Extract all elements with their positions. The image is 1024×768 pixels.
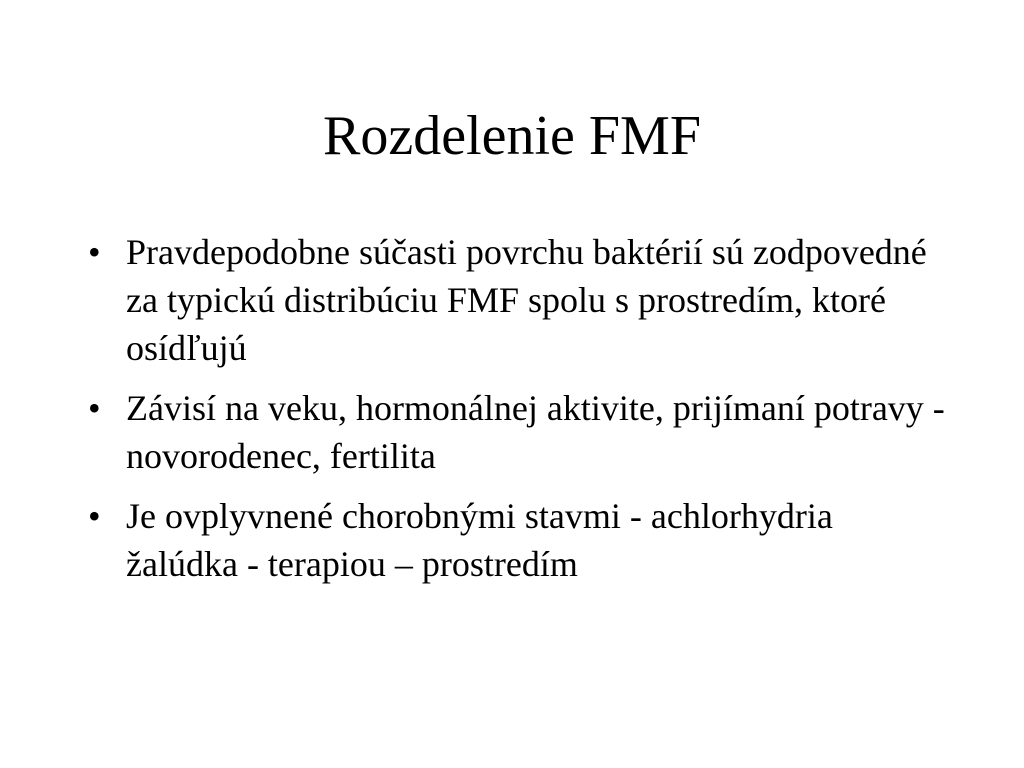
bullet-text: Pravdepodobne súčasti povrchu baktérií sú zodpovedné za typickú distribúciu FMF spolu s prostredím, ktoré osídľujú	[126, 232, 927, 368]
bullet-item	[88, 492, 948, 588]
bullet-text: Závisí na veku, hormonálnej aktivite, prijímaní potravy - novorodenec, fertilita	[126, 388, 945, 476]
bullet-icon: •	[88, 388, 101, 428]
bullet-list	[88, 228, 948, 600]
slide-title: Rozdelenie FMF	[323, 105, 701, 167]
bullet-icon: •	[88, 496, 101, 536]
bullet-item	[88, 384, 948, 480]
bullet-item	[88, 228, 948, 372]
bullet-text: Je ovplyvnené chorobnými stavmi - achlorhydria žalúdka - terapiou – prostredím	[126, 496, 833, 584]
bullet-icon: •	[88, 232, 101, 272]
